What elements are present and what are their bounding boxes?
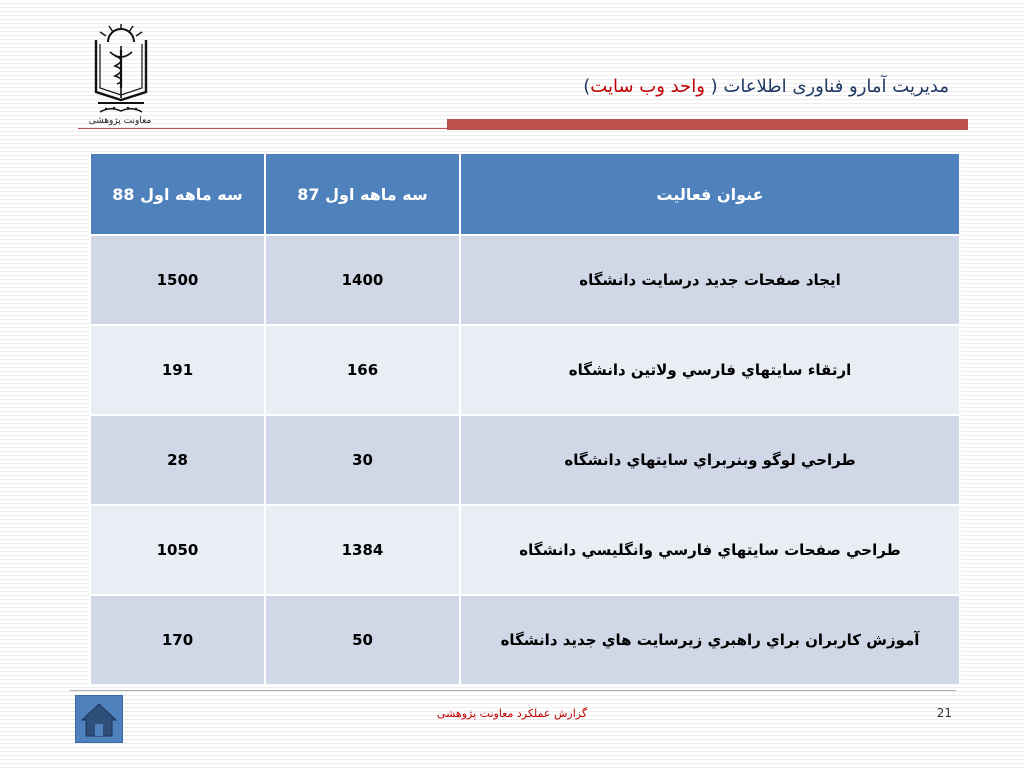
activity-table-container (89, 152, 959, 686)
cell-q88: 170 (90, 595, 265, 685)
cell-q88: 28 (90, 415, 265, 505)
table-row (90, 415, 960, 505)
cell-activity: طراحي صفحات سايتهاي فارسي وانگليسي دانشگاه (460, 505, 960, 595)
table-row (90, 235, 960, 325)
cell-q88: 191 (90, 325, 265, 415)
cell-activity: ارتقاء سايتهاي فارسي ولاتين دانشگاه (460, 325, 960, 415)
title-close: ) (583, 76, 591, 97)
cell-activity: آموزش كاربران براي راهبري زيرسايت هاي جديد دانشگاه (460, 595, 960, 685)
cell-q87: 1384 (265, 505, 460, 595)
table-header-row (90, 153, 960, 235)
col-header-q87: سه ماهه اول 87 (265, 153, 460, 235)
cell-q87: 30 (265, 415, 460, 505)
cell-activity: طراحي لوگو وبنربراي سايتهاي دانشگاه (460, 415, 960, 505)
header-rule-thin (78, 128, 448, 129)
title-accent: واحد وب سایت (590, 76, 705, 97)
cell-q87: 1400 (265, 235, 460, 325)
col-header-q88: سه ماهه اول 88 (90, 153, 265, 235)
title-main: مدیریت آمارو فناوری اطلاعات ( (710, 76, 949, 97)
cell-q87: 50 (265, 595, 460, 685)
cell-activity: ايجاد صفحات جديد درسايت دانشگاه (460, 235, 960, 325)
logo-caption: معاونت پژوهشی (88, 116, 152, 126)
cell-q88: 1050 (90, 505, 265, 595)
table-row (90, 325, 960, 415)
cell-q87: 166 (265, 325, 460, 415)
col-header-activity: عنوان فعاليت (460, 153, 960, 235)
page-number: 21 (936, 706, 952, 720)
university-seal-icon (80, 22, 162, 122)
footer-rule (70, 690, 956, 691)
footer-report-title: گزارش عملکرد معاونت پژوهشی (436, 707, 588, 720)
table-row (90, 505, 960, 595)
header-rule-thick (447, 119, 968, 130)
activity-table (89, 152, 961, 686)
cell-q88: 1500 (90, 235, 265, 325)
university-logo (80, 22, 162, 128)
page-title (583, 76, 949, 97)
table-row (90, 595, 960, 685)
